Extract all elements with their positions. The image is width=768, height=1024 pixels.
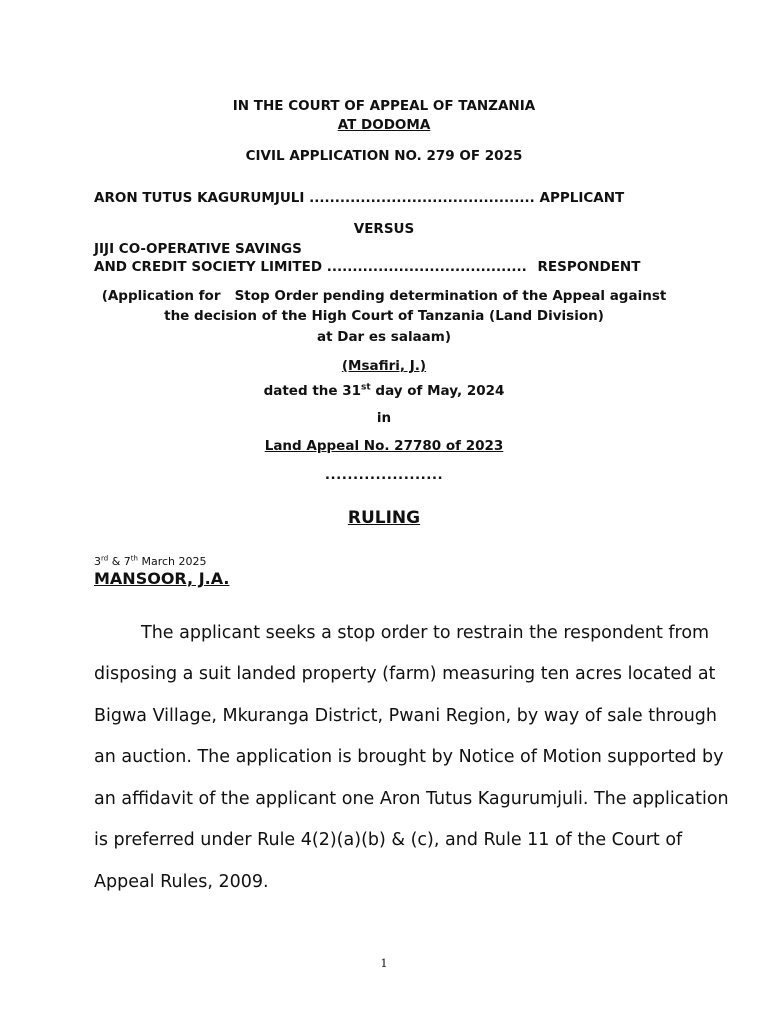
paragraph-line: Bigwa Village, Mkuranga District, Pwani Region, by way of sale through bbox=[94, 706, 717, 726]
paragraph-line: is preferred under Rule 4(2)(a)(b) & (c), and Rule 11 of the Court of bbox=[94, 830, 683, 850]
lower-court-judge: (Msafiri, J.) bbox=[341, 358, 427, 374]
court-location: AT DODOMA bbox=[337, 117, 431, 133]
respondent-name-line2: AND CREDIT SOCIETY LIMITED bbox=[94, 259, 323, 275]
land-appeal-reference: Land Appeal No. 27780 of 2023 bbox=[264, 438, 504, 454]
application-line-3: at Dar es salaam) bbox=[316, 329, 452, 345]
paragraph-line: Appeal Rules, 2009. bbox=[94, 872, 269, 892]
application-line-2: the decision of the High Court of Tanzania (Land Division) bbox=[164, 308, 604, 324]
page-number: 1 bbox=[380, 957, 388, 970]
court-title: IN THE COURT OF APPEAL OF TANZANIA bbox=[232, 98, 536, 114]
paragraph-line: disposing a suit landed property (farm) measuring ten acres located at bbox=[94, 664, 716, 684]
decision-date: dated the 31st day of May, 2024 bbox=[263, 382, 505, 399]
applicant-role: APPLICANT bbox=[539, 190, 625, 206]
respondent-dots: ....................................... bbox=[326, 259, 527, 275]
respondent-line bbox=[94, 259, 640, 275]
applicant-name: ARON TUTUS KAGURUMJULI bbox=[94, 190, 305, 206]
paragraph-line: an auction. The application is brought by Notice of Motion supported by bbox=[94, 747, 724, 767]
case-number: CIVIL APPLICATION NO. 279 OF 2025 bbox=[245, 148, 523, 164]
versus-label: VERSUS bbox=[353, 221, 415, 237]
application-line-1: (Application for Stop Order pending determination of the Appeal against bbox=[101, 288, 667, 304]
paragraph-line: The applicant seeks a stop order to restrain the respondent from bbox=[141, 623, 710, 643]
applicant-dots: ............................................ bbox=[309, 190, 535, 206]
in-label: in bbox=[376, 410, 392, 426]
respondent-name-line1: JIJI CO-OPERATIVE SAVINGS bbox=[94, 241, 302, 257]
ruling-title: RULING bbox=[347, 508, 421, 528]
hearing-dates: 3rd & 7th March 2025 bbox=[94, 554, 207, 568]
respondent-role: RESPONDENT bbox=[537, 259, 641, 275]
applicant-line bbox=[94, 190, 624, 206]
ruling-judge: MANSOOR, J.A. bbox=[94, 569, 230, 588]
separator-dots: ..................... bbox=[324, 467, 444, 483]
paragraph-line: an affidavit of the applicant one Aron Tutus Kagurumjuli. The application bbox=[94, 789, 729, 809]
